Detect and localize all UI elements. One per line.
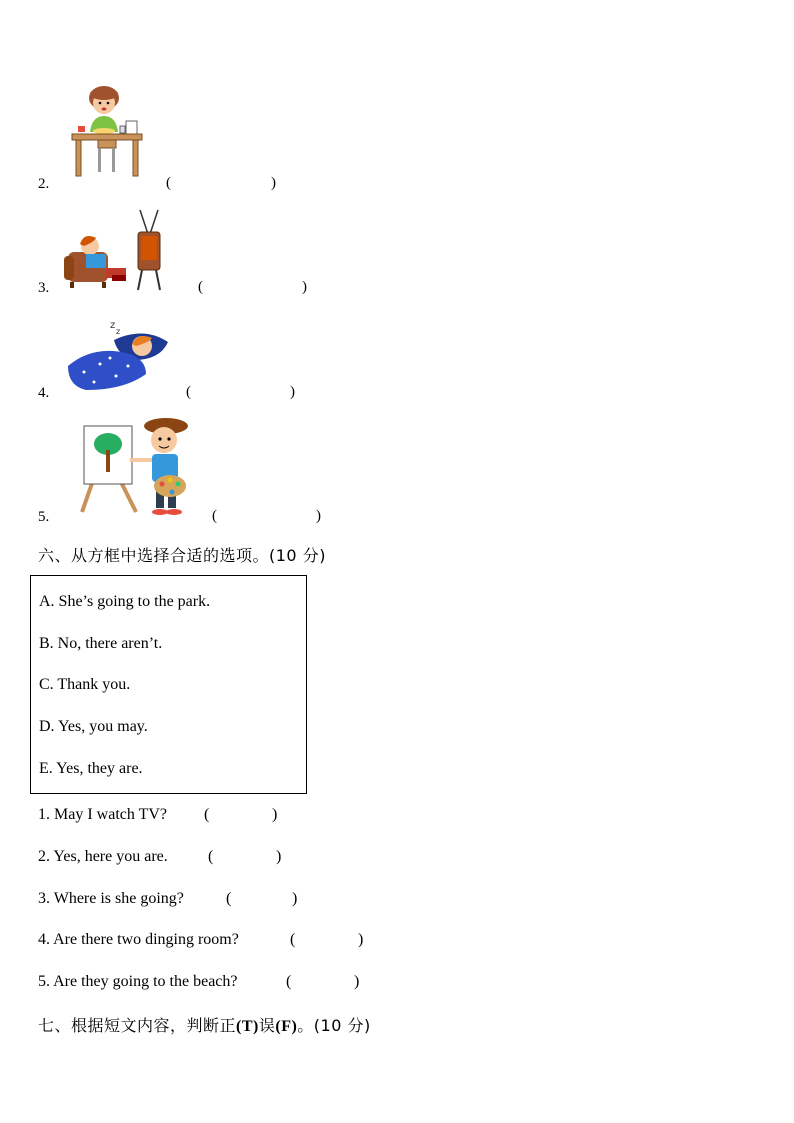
heading-text: 七、根据短文内容，判断正 bbox=[38, 1016, 237, 1035]
answer-paren-open: ( bbox=[286, 973, 292, 990]
svg-text:z: z bbox=[110, 320, 116, 331]
option-a: A. She’s going to the park. bbox=[39, 593, 211, 610]
question-text: 2. Yes, here you are. bbox=[38, 848, 168, 865]
options-box bbox=[30, 575, 307, 794]
answer-paren-close: ) bbox=[358, 931, 364, 948]
item-number: 2. bbox=[38, 176, 50, 192]
option-b: B. No, there aren’t. bbox=[39, 635, 163, 652]
heading-text: 。(10 分) bbox=[297, 1016, 371, 1035]
option-d: D. Yes, you may. bbox=[39, 718, 148, 735]
svg-text:z: z bbox=[116, 327, 121, 336]
question-text: 3. Where is she going? bbox=[38, 890, 184, 907]
item-number: 5. bbox=[38, 509, 50, 525]
question-4 bbox=[38, 931, 364, 949]
answer-paren-close: ) bbox=[302, 279, 307, 295]
answer-paren-open: ( bbox=[290, 931, 296, 948]
question-text: 1. May I watch TV? bbox=[38, 806, 167, 823]
answer-paren-open: ( bbox=[226, 890, 232, 907]
question-2 bbox=[38, 848, 282, 866]
question-text: 4. Are there two dinging room? bbox=[38, 931, 239, 948]
question-1 bbox=[38, 806, 278, 824]
answer-paren-open: ( bbox=[186, 384, 191, 400]
answer-paren-close: ) bbox=[272, 806, 278, 823]
child-sleeping-icon bbox=[64, 316, 172, 396]
answer-paren-open: ( bbox=[212, 508, 217, 524]
answer-paren-open: ( bbox=[208, 848, 214, 865]
section-heading bbox=[38, 1013, 371, 1036]
option-e: E. Yes, they are. bbox=[39, 760, 143, 777]
item-number: 3. bbox=[38, 280, 50, 296]
answer-paren-close: ) bbox=[316, 508, 321, 524]
question-5 bbox=[38, 973, 360, 991]
answer-paren-open: ( bbox=[198, 279, 203, 295]
answer-paren-open: ( bbox=[166, 175, 171, 191]
answer-paren-close: ) bbox=[354, 973, 360, 990]
section-heading: 六、从方框中选择合适的选项。(10 分) bbox=[38, 546, 326, 565]
heading-text: 误 bbox=[258, 1016, 276, 1035]
answer-paren-close: ) bbox=[292, 890, 298, 907]
boy-watching-tv-icon bbox=[62, 208, 172, 292]
question-text: 5. Are they going to the beach? bbox=[38, 973, 238, 990]
boy-painting-icon bbox=[76, 412, 194, 522]
answer-paren-close: ) bbox=[271, 175, 276, 191]
answer-paren-close: ) bbox=[290, 384, 295, 400]
heading-true-marker: (T) bbox=[236, 1018, 259, 1035]
girl-eating-icon bbox=[68, 84, 146, 178]
item-number: 4. bbox=[38, 385, 50, 401]
option-c: C. Thank you. bbox=[39, 676, 131, 693]
question-3 bbox=[38, 890, 298, 908]
answer-paren-open: ( bbox=[204, 806, 210, 823]
answer-paren-close: ) bbox=[276, 848, 282, 865]
heading-false-marker: (F) bbox=[275, 1018, 298, 1035]
